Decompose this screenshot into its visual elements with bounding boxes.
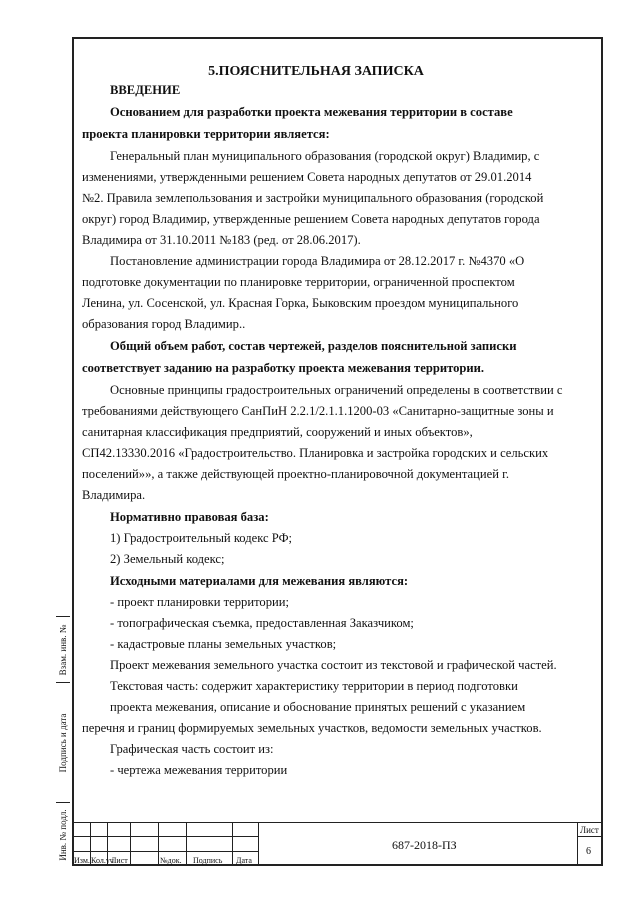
- para5-line: проекта межевания, описание и обоснование принятых решений с указанием: [110, 700, 526, 714]
- stamp-divider: [258, 822, 259, 866]
- graphic-heading: Графическая часть состоит из:: [110, 742, 274, 756]
- sign-date-cell: [56, 682, 70, 802]
- sheet-row-line: [577, 836, 603, 837]
- para1-line: округ) город Владимир, утвержденные решением Совета народных депутатов города: [82, 212, 540, 226]
- stamp-divider: [577, 822, 578, 866]
- stamp-row-line: [72, 851, 258, 852]
- stamp-header-izm: Изм.: [74, 856, 90, 865]
- para5-line: Текстовая часть: содержит характеристику территории в период подготовки: [110, 679, 518, 693]
- stamp-divider: [186, 822, 187, 866]
- para1-line: Генеральный план муниципального образования (городской округ) Владимир, с: [110, 149, 540, 163]
- graphic-item: - чертежа межевания территории: [110, 763, 288, 777]
- left-margin-stamp: [56, 616, 73, 866]
- inv-replace-label: Взам. инв. №: [58, 624, 68, 675]
- para2-line: Ленина, ул. Сосенской, ул. Красная Горка, Быковским проездом муниципального: [82, 296, 519, 310]
- stamp-header-koluch: Кол.уч: [91, 856, 114, 865]
- introduction-heading: ВВЕДЕНИЕ: [110, 83, 181, 97]
- stamp-top-line: [72, 822, 603, 823]
- stamp-header-podpis: Подпись: [193, 856, 223, 865]
- sheet-number: 6: [586, 846, 591, 857]
- para3-line: поселений»», а также действующей проектно-планировочной документацией г.: [82, 467, 509, 481]
- para3-line: Владимира.: [82, 488, 146, 502]
- source-item: - топографическая съемка, предоставленная Заказчиком;: [110, 616, 414, 630]
- stamp-divider: [158, 822, 159, 866]
- para2-line: Постановление администрации города Владимира от 28.12.2017 г. №4370 «О: [110, 254, 525, 268]
- document-title: 5.ПОЯСНИТЕЛЬНАЯ ЗАПИСКА: [208, 64, 424, 79]
- para2-line: образования город Владимир..: [82, 317, 246, 331]
- source-item: - кадастровые планы земельных участков;: [110, 637, 337, 651]
- inv-orig-cell: [56, 802, 70, 866]
- sign-date-label: Подпись и дата: [58, 713, 68, 772]
- stamp-divider: [130, 822, 131, 866]
- scope-heading-line-1: Общий объем работ, состав чертежей, разделов пояснительной записки: [110, 339, 517, 353]
- para5-line: перечня и границ формируемых земельных участков, ведомости земельных участков.: [82, 721, 542, 735]
- para1-line: Владимира от 31.10.2011 №183 (ред. от 28.06.2017).: [82, 233, 361, 247]
- para2-line: подготовке документации по планировке территории, ограниченной проспектом: [82, 275, 515, 289]
- inv-orig-label: Инв. № подл.: [58, 808, 68, 861]
- stamp-divider: [232, 822, 233, 866]
- stamp-header-data: Дата: [236, 856, 252, 865]
- para1-line: изменениями, утвержденными решением Совета народных депутатов от 29.01.2014: [82, 170, 532, 184]
- para3-line: требованиями действующего СанПиН 2.2.1/2.1.1.1200-03 «Санитарно-защитные зоны и: [82, 404, 554, 418]
- legal-item: 2) Земельный кодекс;: [110, 552, 225, 566]
- title-block: [72, 822, 603, 866]
- sheet-label: Лист: [580, 825, 599, 835]
- para1-line: №2. Правила землепользования и застройки муниципального образования (городской: [82, 191, 544, 205]
- stamp-header-ndok: №док.: [160, 856, 182, 865]
- para3-line: Основные принципы градостроительных ограничений определены в соответствии с: [110, 383, 563, 397]
- basis-heading-line-2: проекта планировки территории является:: [82, 127, 330, 141]
- inv-replace-cell: [56, 616, 70, 682]
- basis-heading-line-1: Основанием для разработки проекта межевания территории в составе: [110, 105, 513, 119]
- source-item: - проект планировки территории;: [110, 595, 289, 609]
- para3-line: санитарная классификация предприятий, сооружений и иных объектов»,: [82, 425, 473, 439]
- stamp-header-list: Лист: [111, 856, 128, 865]
- para4: Проект межевания земельного участка состоит из текстовой и графической частей.: [110, 658, 557, 672]
- legal-heading: Нормативно правовая база:: [110, 510, 269, 524]
- para3-line: СП42.13330.2016 «Градостроительство. Планировка и застройка городских и сельских: [82, 446, 549, 460]
- document-code: 687-2018-ПЗ: [392, 838, 457, 852]
- stamp-row-line: [72, 836, 258, 837]
- source-heading: Исходными материалами для межевания являются:: [110, 574, 409, 588]
- scope-heading-line-2: соответствует заданию на разработку проекта межевания территории.: [82, 361, 485, 375]
- legal-item: 1) Градостроительный кодекс РФ;: [110, 531, 293, 545]
